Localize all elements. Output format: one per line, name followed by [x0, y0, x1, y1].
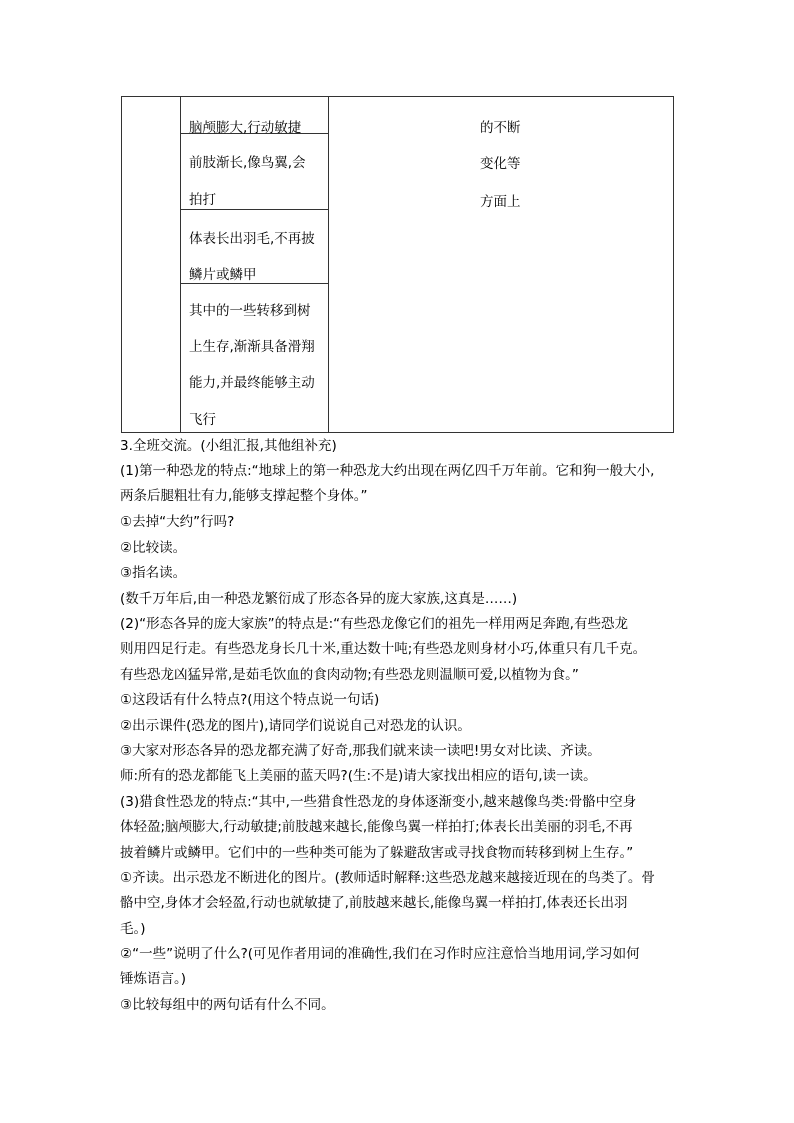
paragraph-line: ③指名读。 [120, 565, 187, 581]
paragraph-line: ②比较读。 [120, 540, 187, 556]
paragraph-line: ③比较每组中的两句话有什么不同。 [120, 997, 335, 1013]
table-column-traits [181, 97, 329, 432]
cell-text: 鳞片或鳞甲 [189, 267, 257, 283]
paragraph-line: (数千万年后,由一种恐龙繁衍成了形态各异的庞大家族,这真是……) [120, 591, 518, 607]
paragraph-line: 骼中空,身体才会轻盈,行动也就敏捷了,前肢越来越长,能像鸟翼一样拍打,体表还长出羽 [120, 895, 628, 911]
cell-text: 其中的一些转移到树 [189, 303, 311, 319]
paragraph-line: ①去掉“大约”行吗? [120, 514, 235, 530]
paragraph-line: 两条后腿粗壮有力,能够支撑起整个身体。” [120, 488, 368, 504]
cell-text: 方面上 [480, 194, 521, 210]
cell-text: 体表长出羽毛,不再披 [189, 231, 315, 247]
cell-text: 上生存,渐渐具备滑翔 [189, 339, 315, 355]
evolution-table [121, 96, 674, 433]
cell-text: 脑颅膨大,行动敏捷 [189, 120, 302, 136]
paragraph-line: (2)“形态各异的庞大家族”的特点是:“有些恐龙像它们的祖先一样用两足奔跑,有些恐龙 [120, 616, 628, 632]
paragraph-line: 披着鳞片或鳞甲。它们中的一些种类可能为了躲避敌害或寻找食物而转移到树上生存。” [120, 845, 634, 861]
paragraph-line: 体轻盈;脑颅膨大,行动敏捷;前肢越来越长,能像鸟翼一样拍打;体表长出美丽的羽毛,不再 [120, 819, 633, 835]
paragraph-line: ③大家对形态各异的恐龙都充满了好奇,那我们就来读一读吧!男女对比读、齐读。 [120, 743, 601, 759]
cell-text: 飞行 [189, 412, 216, 428]
table-column-notes [329, 97, 673, 432]
paragraph-line: 3.全班交流。(小组汇报,其他组补充) [120, 438, 337, 454]
cell-text: 变化等 [480, 156, 521, 172]
cell-text: 的不断 [480, 120, 521, 136]
table-cell [181, 284, 328, 434]
paragraph-line: 有些恐龙凶猛异常,是茹毛饮血的食肉动物;有些恐龙则温顺可爱,以植物为食。” [120, 667, 579, 683]
paragraph-line: ①这段话有什么特点?(用这个特点说一句话) [120, 692, 380, 708]
cell-text: 拍打 [189, 192, 216, 208]
paragraph-line: ①齐读。出示恐龙不断进化的图片。(教师适时解释:这些恐龙越来越接近现在的鸟类了。骨 [120, 870, 655, 886]
table-cell [181, 97, 328, 134]
paragraph-line: ②出示课件(恐龙的图片),请同学们说说自己对恐龙的认识。 [120, 718, 471, 734]
paragraph-line: (3)猎食性恐龙的特点:“其中,一些猎食性恐龙的身体逐渐变小,越来越像鸟类:骨骼中空身 [120, 794, 637, 810]
paragraph-line: ②“一些”说明了什么?(可见作者用词的准确性,我们在习作时应注意恰当地用词,学习如何 [120, 946, 640, 962]
paragraph-line: 锤炼语言。) [120, 971, 187, 987]
table-cell [181, 210, 328, 284]
paragraph-line: 毛。) [120, 921, 146, 937]
paragraph-line: 则用四足行走。有些恐龙身长几十米,重达数十吨;有些恐龙则身材小巧,体重只有几千克。 [120, 641, 647, 657]
table-cell [181, 134, 328, 210]
table-column-empty [122, 97, 181, 432]
cell-text: 能力,并最终能够主动 [189, 375, 315, 391]
paragraph-line: 师:所有的恐龙都能飞上美丽的蓝天吗?(生:不是)请大家找出相应的语句,读一读。 [120, 768, 597, 784]
paragraph-line: (1)第一种恐龙的特点:“地球上的第一种恐龙大约出现在两亿四千万年前。它和狗一般大小, [120, 463, 655, 479]
cell-text: 前肢渐长,像鸟翼,会 [189, 155, 306, 171]
